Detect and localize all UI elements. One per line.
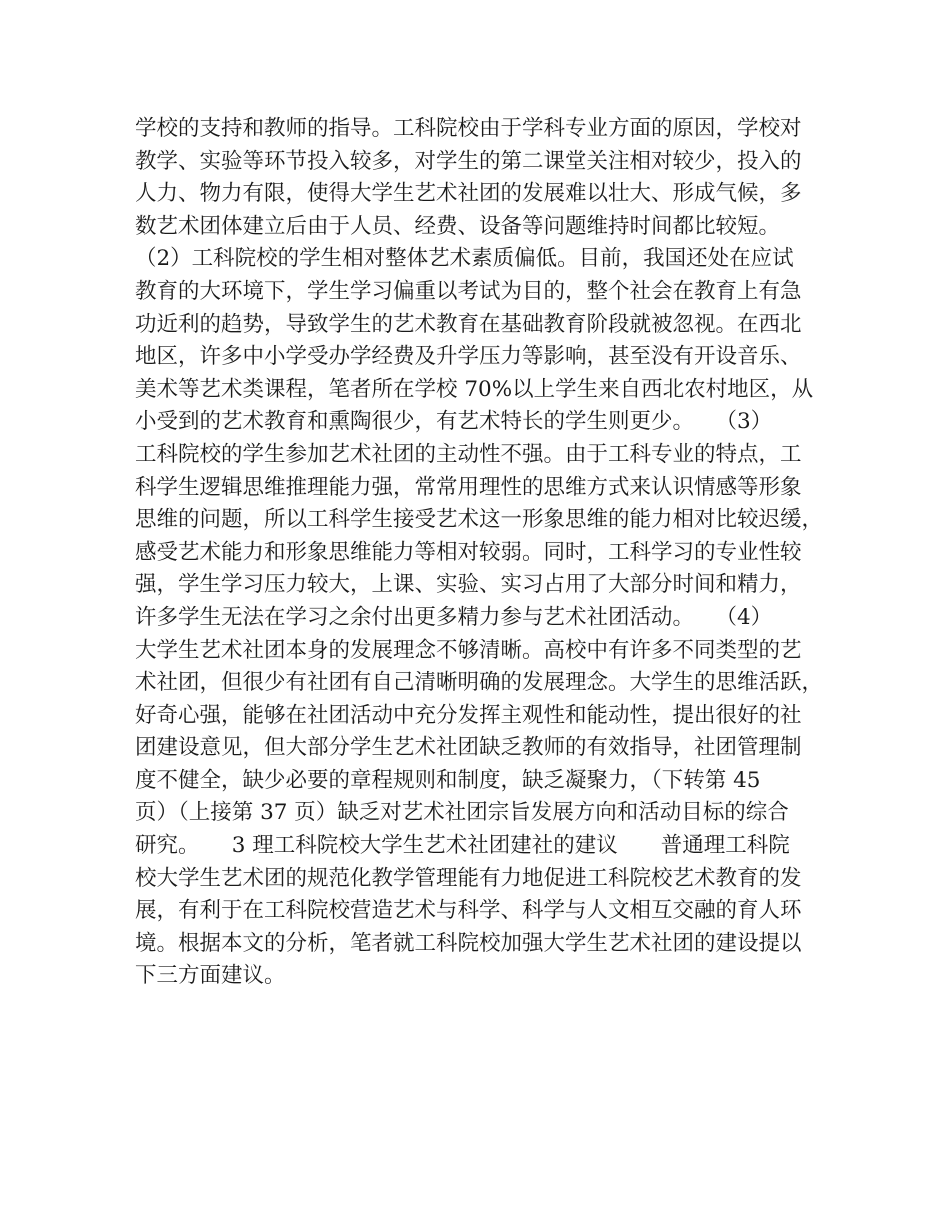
text-line: 团建设意见，但大部分学生艺术社团缺乏教师的有效指导，社团管理制 [135, 735, 802, 761]
text-line: 页）（上接第 37 页）缺乏对艺术社团宗旨发展方向和活动目标的综合 [135, 800, 789, 826]
text-line: 境。根据本文的分析，笔者就工科院校加强大学生艺术社团的建设提以 [135, 930, 802, 956]
text-line: （2）工科院校的学生相对整体艺术素质偏低。目前，我国还处在应试 [135, 246, 794, 272]
text-line: 小受到的艺术教育和熏陶很少，有艺术特长的学生则更少。 （3） [135, 409, 773, 435]
text-line: 强，学生学习压力较大，上课、实验、实习占用了大部分时间和精力， [135, 572, 802, 598]
text-line: 术社团，但很少有社团有自己清晰明确的发展理念。大学生的思维活跃， [135, 670, 824, 696]
text-line: 好奇心强，能够在社团活动中充分发挥主观性和能动性，提出很好的社 [135, 702, 802, 728]
text-line: 科学生逻辑思维推理能力强，常常用理性的思维方式来认识情感等形象 [135, 474, 802, 500]
body-text [135, 113, 835, 993]
text-line: 地区，许多中小学受办学经费及升学压力等影响，甚至没有开设音乐、 [135, 344, 802, 370]
text-line: 美术等艺术类课程，笔者所在学校 70%以上学生来自西北农村地区，从 [135, 376, 814, 402]
text-line: 学校的支持和教师的指导。工科院校由于学科专业方面的原因，学校对 [135, 116, 802, 141]
text-line: 功近利的趋势，导致学生的艺术教育在基础教育阶段就被忽视。在西北 [135, 311, 802, 337]
text-line: 展，有利于在工科院校营造艺术与科学、科学与人文相互交融的育人环 [135, 898, 802, 924]
text-line: 感受艺术能力和形象思维能力等相对较弱。同时，工科学习的专业性较 [135, 539, 802, 565]
text-line: 校大学生艺术团的规范化教学管理能有力地促进工科院校艺术教育的发 [135, 865, 802, 891]
text-line: 教学、实验等环节投入较多，对学生的第二课堂关注相对较少，投入的 [135, 148, 802, 174]
text-line: 下三方面建议。 [135, 963, 286, 989]
text-line: 度不健全，缺少必要的章程规则和制度，缺乏凝聚力，（下转第 45 [135, 767, 761, 793]
text-line: 数艺术团体建立后由于人员、经费、设备等问题维持时间都比较短。 [135, 213, 781, 239]
text-line: 教育的大环境下，学生学习偏重以考试为目的，整个社会在教育上有急 [135, 278, 802, 304]
text-line: 人力、物力有限，使得大学生艺术社团的发展难以壮大、形成气候，多 [135, 181, 802, 207]
text-line: 工科院校的学生参加艺术社团的主动性不强。由于工科专业的特点，工 [135, 441, 802, 467]
text-line: 许多学生无法在学习之余付出更多精力参与艺术社团活动。 （4） [135, 604, 773, 630]
text-line: 大学生艺术社团本身的发展理念不够清晰。高校中有许多不同类型的艺 [135, 637, 802, 663]
text-line: 思维的问题，所以工科学生接受艺术这一形象思维的能力相对比较迟缓， [135, 507, 824, 533]
text-line: 研究。 3 理工科院校大学生艺术社团建社的建议 普通理工科院 [135, 833, 790, 859]
